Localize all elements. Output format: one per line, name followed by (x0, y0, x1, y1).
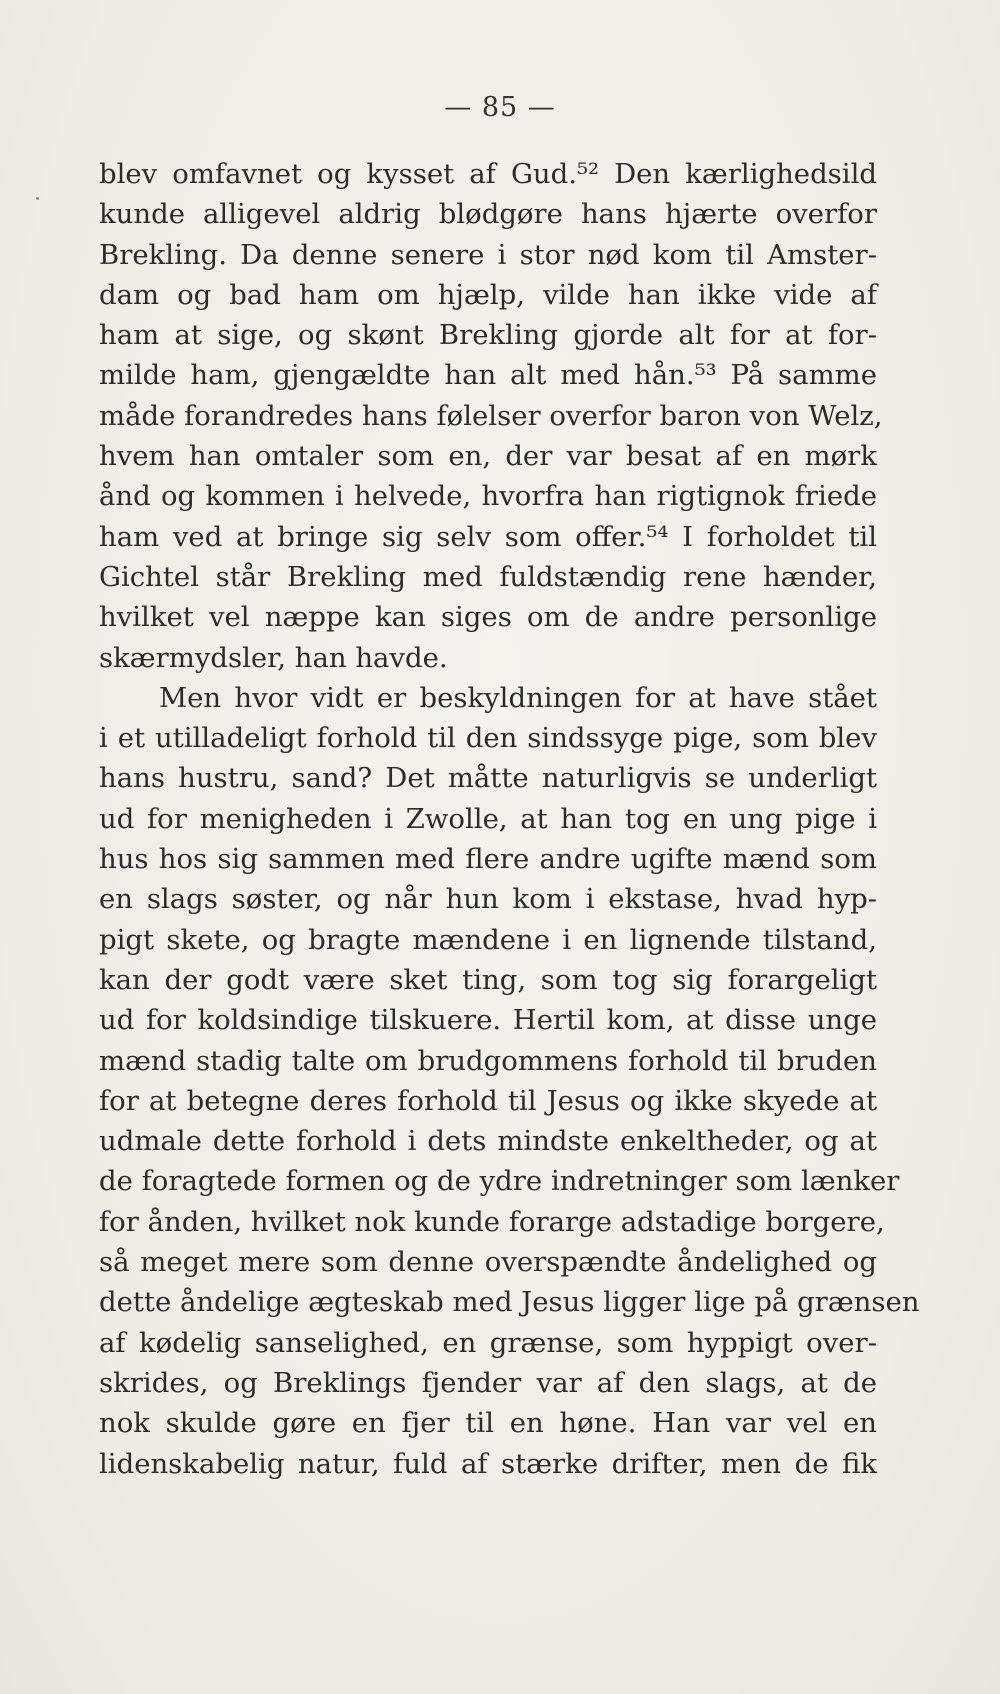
text-line: en slags søster, og når hun kom i ekstase, hvad hyp- (99, 883, 877, 916)
text-line: hvem han omtaler som en, der var besat af en mørk (99, 440, 877, 473)
text-line: lidenskabelig natur, fuld af stærke drifter, men de fik (99, 1447, 877, 1480)
text-line: hans hustru, sand? Det måtte naturligvis se underligt (99, 762, 877, 795)
text-line: hus hos sig sammen med flere andre ugifte mænd som (99, 843, 877, 876)
text-line: kunde alligevel aldrig blødgøre hans hjærte overfor (99, 198, 877, 231)
text-line: i et utilladeligt forhold til den sindssyge pige, som blev (99, 722, 877, 755)
text-line: ud for koldsindige tilskuere. Hertil kom, at disse unge (99, 1004, 877, 1037)
text-line: Gichtel står Brekling med fuldstændig rene hænder, (99, 560, 877, 593)
text-line: ånd og kommen i helvede, hvorfra han rigtignok friede (99, 480, 877, 513)
text-line: dam og bad ham om hjælp, vilde han ikke vide af (99, 278, 877, 311)
paper-speck (36, 197, 39, 200)
text-line: skrides, og Breklings fjender var af den slags, at de (99, 1366, 877, 1399)
text-line: blev omfavnet og kysset af Gud.⁵² Den kærlighedsild (99, 158, 877, 190)
text-line: milde ham, gjengældte han alt med hån.⁵³ På samme (99, 359, 877, 392)
body-text (99, 154, 920, 1484)
text-line: Brekling. Da denne senere i stor nød kom til Amster- (99, 238, 877, 271)
text-line: pigt skete, og bragte mændene i en lignende tilstand, (99, 923, 877, 956)
text-line: ham ved at bringe sig selv som offer.⁵⁴ I forholdet til (99, 520, 877, 553)
text-line: måde forandredes hans følelser overfor baron von Welz, (99, 399, 883, 432)
text-line: så meget mere som denne overspændte åndelighed og (99, 1246, 877, 1279)
text-line: dette åndelige ægteskab med Jesus ligger lige på grænsen (99, 1286, 920, 1319)
text-line: hvilket vel næppe kan siges om de andre personlige (99, 601, 877, 634)
text-line: udmale dette forhold i dets mindste enkeltheder, og at (99, 1125, 877, 1158)
text-line: for ånden, hvilket nok kunde forarge adstadige borgere, (99, 1205, 885, 1238)
text-line: de foragtede formen og de ydre indretninger som lænker (99, 1165, 900, 1198)
page-number: — 85 — (444, 92, 556, 123)
text-line: Men hvor vidt er beskyldningen for at have stået (159, 681, 877, 714)
text-line: mænd stadig talte om brudgommens forhold til bruden (99, 1044, 877, 1077)
text-line: ham at sige, og skønt Brekling gjorde alt for at for- (99, 319, 877, 352)
text-line: nok skulde gøre en fjer til en høne. Han var vel en (99, 1407, 877, 1440)
text-line: ud for menigheden i Zwolle, at han tog en ung pige i (99, 802, 877, 835)
text-line: kan der godt være sket ting, som tog sig forargeligt (99, 963, 877, 996)
text-line: for at betegne deres forhold til Jesus og ikke skyede at (99, 1084, 877, 1117)
text-line: skærmydsler, han havde. (99, 641, 448, 674)
text-line: af kødelig sanselighed, en grænse, som hyppigt over- (99, 1326, 877, 1359)
